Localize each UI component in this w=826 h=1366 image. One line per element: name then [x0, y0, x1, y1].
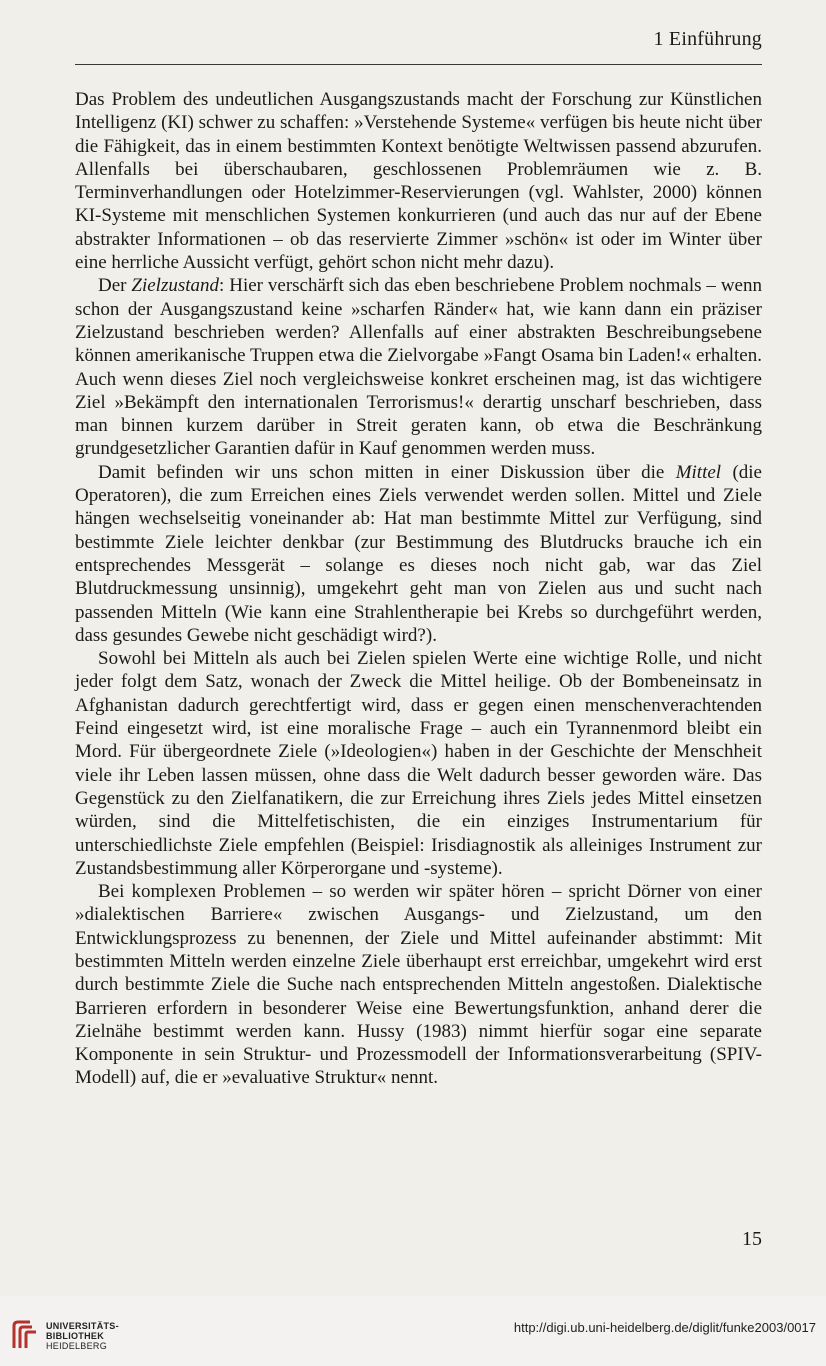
paragraph-1: Das Problem des undeutlichen Ausgangszustands macht der Forschung zur Künstlichen Intelligenz (KI) schwer zu schaffen: »Verstehende Systeme« verfügen bis heute nicht über die Fähigkeit, das in einem bestimmten Kontext benötigte Weltwissen passend abzurufen. Allenfalls bei überschaubaren, geschlossenen Problemräumen wie z. B. Terminverhandlungen oder Hotelzimmer-Reservierungen (vgl. Wahlster, 2000) können KI-Systeme mit menschlichen Systemen konkurrieren (und auch das nur auf der Ebene abstrakter Informationen – ob das reservierte Zimmer »schön« ist oder im Winter über eine herrliche Aussicht verfügt, gehört schon nicht mehr dazu). [75, 89, 762, 274]
library-name-line-2: BIBLIOTHEK [46, 1331, 104, 1341]
page-number: 15 [742, 1228, 762, 1250]
paragraph-2-prefix: Der [98, 275, 132, 297]
paragraph-3-prefix: Damit befinden wir uns schon mitten in einer Diskussion über die [98, 461, 676, 483]
paragraph-2 [75, 274, 762, 460]
paragraph-2-rest: : Hier verschärft sich das eben beschriebene Problem nochmals – wenn schon der Ausgangszustand keine »scharfen Ränder« hat, wie kann dann ein präziser Zielzustand beschrieben werden? Allenfalls auf einer abstrakten Beschreibungsebene können amerikanische Truppen etwa die Zielvorgabe »Fangt Osama bin Laden!« erhalten. Auch wenn dieses Ziel noch vergleichsweise konkret erscheinen mag, ist das wichtigere Ziel »Bekämpft den internationalen Terrorismus!« derartig unscharf beschrieben, dass man binnen kurzem darüber in Streit geraten kann, ob etwa die Beschränkung grundgesetzlicher Garantien dafür in Kauf genommen werden muss. [75, 275, 762, 460]
library-name [46, 1321, 119, 1351]
term-zielzustand: Zielzustand [131, 275, 220, 297]
library-logo-icon [10, 1318, 40, 1352]
source-url-link[interactable]: http://digi.ub.uni-heidelberg.de/diglit/funke2003/0017 [513, 1320, 816, 1335]
paragraph-4: Sowohl bei Mitteln als auch bei Zielen spielen Werte eine wichtige Rolle, und nicht jeder folgt dem Satz, wonach der Zweck die Mittel heilige. Ob der Bombeneinsatz in Afghanistan dadurch gerechtfertigt wird, dass er gegen einen menschenverachtenden Feind eingesetzt wird, ist eine moralische Frage – auch ein Tyrannenmord bleibt ein Mord. Für übergeordnete Ziele (»Ideologien«) haben in der Geschichte der Menschheit viele ihr Leben lassen müssen, ohne dass die Welt dadurch besser geworden wäre. Das Gegenstück zu den Zielfanatikern, die zur Erreichung ihres Ziels jedes Mittel einsetzen würden, sind die Mittelfetischisten, die ein einziges Instrumentarium für unterschiedlichste Ziele empfehlen (Beispiel: Irisdiagnostik als alleiniges Instrument zur Zustandsbestimmung aller Körperorgane und -systeme). [75, 648, 762, 879]
body-text [75, 88, 762, 1090]
paragraph-5: Bei komplexen Problemen – so werden wir später hören – spricht Dörner von einer »dialektischen Barriere« zwischen Ausgangs- und Zielzustand, um den Entwicklungsprozess zu benennen, der Ziele und Mittel aufeinander abstimmt: Mit bestimmten Mitteln werden einzelne Ziele überhaupt erst erreichbar, umgekehrt wird erst durch bestimmte Ziele die Suche nach entsprechenden Mitteln angestoßen. Dialektische Barrieren erfordern in besonderer Weise eine Bewertungsfunktion, anhand derer die Zielnähe bestimmt werden kann. Hussy (1983) nimmt hierfür sogar eine separate Komponente in sein Struktur- und Prozessmodell der Informationsverarbeitung (SPIV-Modell) auf, die er »evaluative Struktur« nennt. [75, 881, 762, 1089]
paragraph-3 [75, 461, 762, 647]
library-name-line-3: HEIDELBERG [46, 1341, 108, 1351]
running-header: 1 Einführung [653, 28, 762, 50]
library-name-line-1: UNIVERSITÄTS- [46, 1321, 119, 1331]
paragraph-3-rest: (die Operatoren), die zum Erreichen eines Ziels verwendet werden sollen. Mittel und Ziele hängen wechselseitig voneinander ab: Hat man bestimmte Mittel zur Verfügung, sind bestimmte Ziele leichter denkbar (zur Bestimmung des Blutdrucks brauche ich ein entsprechendes Messgerät – solange es dieses noch nicht gab, war das Ziel Blutdruckmessung unsinnig), umgekehrt geht man von Zielen aus und sucht nach passenden Mitteln (Wie kann eine Strahlentherapie bei Krebs so durchgeführt werden, dass gesundes Gewebe nicht geschädigt wird?). [75, 461, 762, 646]
term-mittel: Mittel [675, 461, 722, 483]
header-rule [75, 64, 762, 65]
